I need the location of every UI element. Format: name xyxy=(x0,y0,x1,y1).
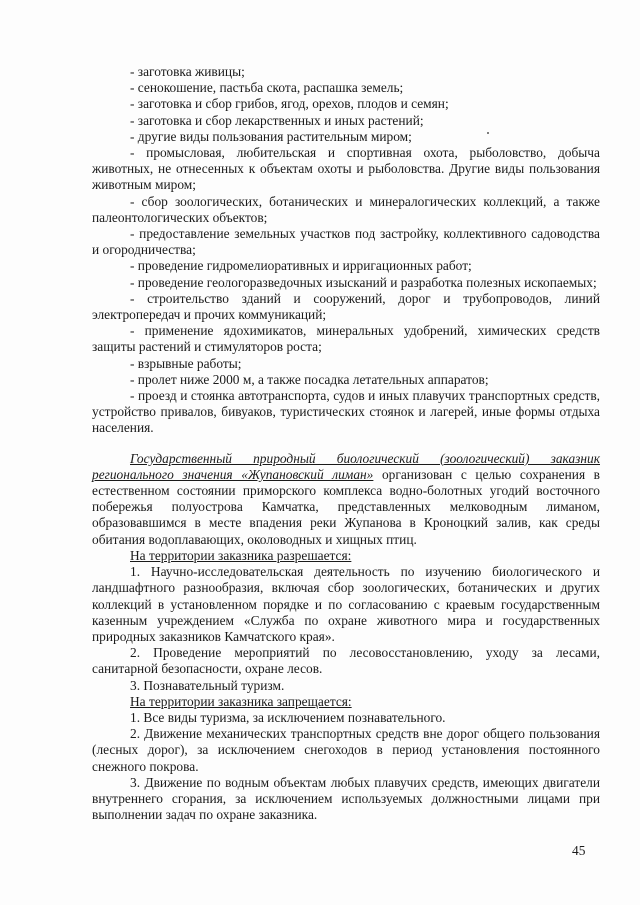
allowed-heading-line xyxy=(92,548,600,564)
list-item: - пролет ниже 2000 м, а также посадка летательных аппаратов; xyxy=(130,371,489,387)
list-item: - другие виды пользования растительным миром; xyxy=(130,128,412,144)
list-item: - заготовка живицы; xyxy=(130,64,245,79)
scan-speck xyxy=(487,132,489,134)
list-item: - строительство зданий и сооружений, дорог и трубопроводов, линий электропередач и прочих коммуникаций; xyxy=(92,290,600,323)
forbidden-item: 3. Движение по водным объектам любых плавучих средств, имеющих двигатели внутреннего сгорания, за исключением используемых должностными лицами при выполнении задач по охране заказника. xyxy=(92,774,600,823)
allowed-item: 3. Познавательный туризм. xyxy=(130,677,285,693)
page-body xyxy=(92,64,600,823)
forbidden-item: 1. Все виды туризма, за исключением познавательного. xyxy=(130,709,446,725)
reserve-title: Государственный природный биологический (зоологический) заказник регионального значения «Жупановский лиман» xyxy=(92,450,600,482)
list-item: - промысловая, любительская и спортивная охота, рыболовство, добыча животных, не отнесенных к объектам охоты и рыболовства. Другие виды пользования животным миром; xyxy=(92,145,600,193)
list-item: - сбор зоологических, ботанических и минералогических коллекций, а также палеонтологических объектов; xyxy=(92,193,600,225)
page-number: 45 xyxy=(572,843,586,858)
reserve-paragraph xyxy=(92,451,600,548)
list-item: - проведение геологоразведочных изысканий и разработка полезных ископаемых; xyxy=(130,274,597,290)
allowed-item: 2. Проведение мероприятий по лесовосстановлению, уходу за лесами, санитарной безопасности, охране лесов. xyxy=(92,645,600,677)
allowed-heading: На территории заказника разрешается: xyxy=(130,547,352,563)
list-item: - предоставление земельных участков под застройку, коллективного садоводства и огородничества; xyxy=(92,226,600,258)
list-item: - проведение гидромелиоративных и ирригационных работ; xyxy=(130,258,472,274)
list-item: - проезд и стоянка автотранспорта, судов и иных плавучих транспортных средств, устройство привалов, бивуаков, туристических стоянок и лагерей, иные формы отдыха населения. xyxy=(92,388,600,436)
list-item: - применение ядохимикатов, минеральных удобрений, химических средств защиты растений и стимуляторов роста; xyxy=(92,323,600,355)
list-item: - заготовка и сбор лекарственных и иных растений; xyxy=(130,112,424,128)
reserve-description: организован с целью сохранения в естественном состоянии приморского комплекса водно-болотных угодий восточного побережья полуострова Камчатка, представленных мелководным лиманом, образовавшимся в месте впадения реки Жупанова в Кроноцкий залив, как среды обитания водоплавающих, околоводных и хищных птиц. xyxy=(92,466,601,547)
list-item: - заготовка и сбор грибов, ягод, орехов, плодов и семян; xyxy=(130,96,449,112)
forbidden-heading-line xyxy=(92,694,600,710)
allowed-item: 1. Научно-исследовательская деятельность по изучению биологического и ландшафтного разнообразия, включая сбор зоологических, ботанических и других коллекций в установленном порядке и по согласованию с краевым государственным казенным учреждением «Служба по охране животного мира и государственных природных заказников Камчатского края». xyxy=(92,564,600,644)
forbidden-heading: На территории заказника запрещается: xyxy=(130,693,352,709)
list-item: - взрывные работы; xyxy=(130,355,242,371)
forbidden-item: 2. Движение механических транспортных средств вне дорог общего пользования (лесных дорог), за исключением снегоходов в период установления постоянного снежного покрова. xyxy=(92,726,600,774)
prohibited-activities-list xyxy=(92,64,600,437)
list-item: - сенокошение, пастьба скота, распашка земель; xyxy=(130,80,404,96)
